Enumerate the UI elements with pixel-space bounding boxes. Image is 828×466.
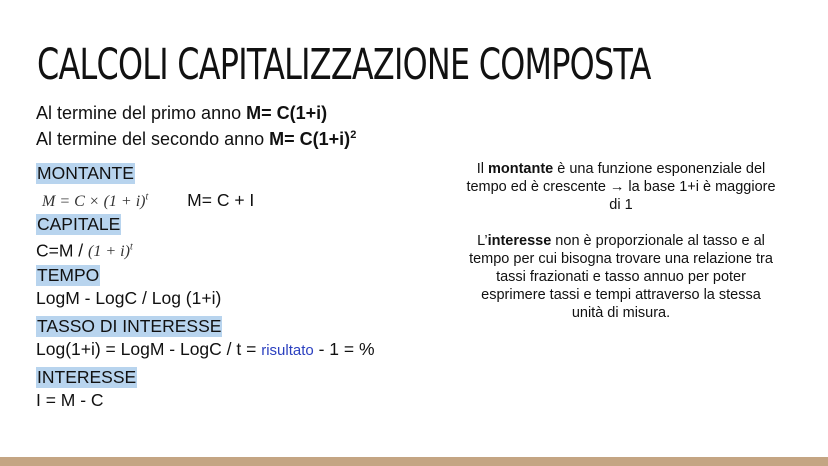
- label-montante: MONTANTE: [37, 163, 134, 183]
- footer-bar: [0, 457, 828, 466]
- label-interesse: INTERESSE: [37, 367, 137, 387]
- note-montante: Il montante è una funzione esponenziale del tempo ed è crescente → la base 1+i è maggiore di 1: [466, 161, 776, 213]
- intro-line-2-exponent: 2: [350, 129, 357, 141]
- formula-capitale: $C=M / (1 + i)^t$: [36, 240, 133, 261]
- montante-formula-image: $M = C \times (1 + i)^t$: [42, 192, 149, 211]
- label-capitale: CAPITALE: [37, 214, 121, 234]
- notes-panel: [466, 160, 776, 340]
- intro-line-2-text: Al termine del secondo anno: [36, 129, 270, 149]
- intro-line-1-formula: M= C(1+i): [246, 103, 328, 123]
- label-tempo: TEMPO: [37, 265, 100, 285]
- slide-title: CALCOLI CAPITALIZZAZIONE COMPOSTA: [37, 40, 651, 90]
- result-word: risultato: [261, 342, 314, 359]
- note-interesse: L’interesse non è proporzionale al tasso e al tempo per cui bisogna trovare una relazione tra tassi frazionati e tasso annuo per poter esprimere tassi e tempi attraverso la stessa unità di misura.: [469, 233, 773, 321]
- formula-tasso: Log(1+i) = LogM - LogC / t = risultato - 1 = %: [36, 339, 375, 359]
- formula-montante: [36, 187, 254, 212]
- intro-line-1: [36, 102, 356, 124]
- montante-extra: M= C + I: [187, 190, 255, 211]
- intro-line-1-text: Al termine del primo anno: [36, 103, 247, 123]
- formula-interesse: I = M - C: [36, 390, 104, 410]
- label-tasso-di-interesse: TASSO DI INTERESSE: [37, 316, 222, 336]
- capitale-formula-image: $(1 + i)^t$: [88, 242, 133, 261]
- intro-line-2-formula: $M= C(1+i)^2$: [269, 129, 357, 149]
- formula-tempo: LogM - LogC / Log (1+i): [36, 288, 222, 308]
- intro-line-2: [36, 124, 356, 150]
- intro-text: [36, 102, 356, 150]
